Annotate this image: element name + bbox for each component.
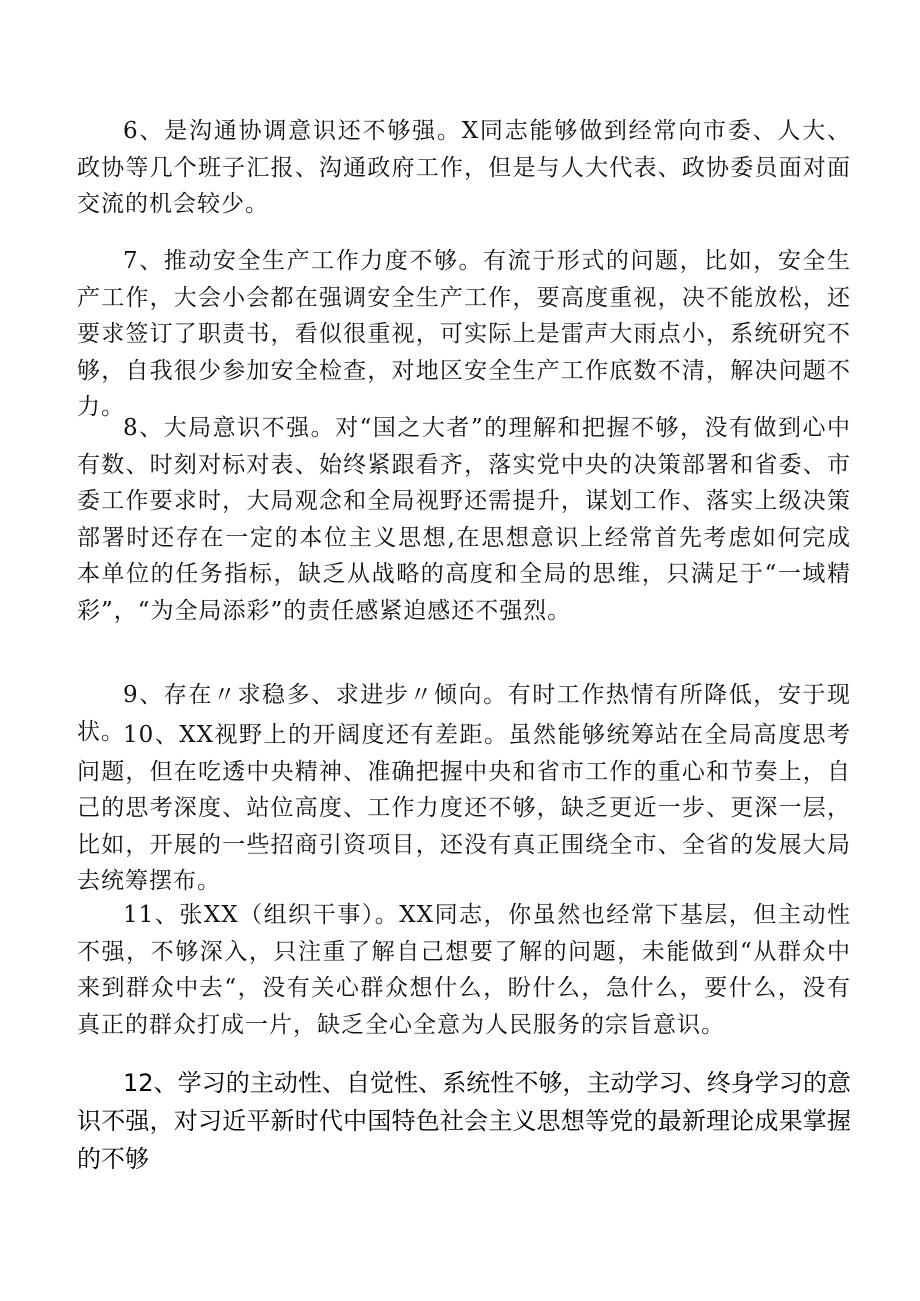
paragraph-10: 10、XX视野上的开阔度还有差距。虽然能够统筹站在全局高度思考问题，但在吃透中央精神、准确把握中央和省市工作的重心和节奏上，自己的思考深度、站位高度、工作力度还不够，缺乏更近一步、更深一层，比如，开展的一些招商引资项目，还没有真正围绕全市、全省的发展大局去统筹摆布。 xyxy=(77,722,851,894)
paragraph-8: 8、大局意识不强。对“国之大者”的理解和把握不够，没有做到心中有数、时刻对标对表、始终紧跟看齐，落实党中央的决策部署和省委、市委工作要求时，大局观念和全局视野还需提升，谋划工作、落实上级决策部署时还存在一定的本位主义思想,在思想意识上经常首先考虑如何完成本单位的任务指标，缺乏从战略的高度和全局的思维，只满足于“一域精彩”，“为全局添彩”的责任感紧迫感还不强烈。 xyxy=(77,415,851,624)
paragraph-9: 9、存在〃求稳多、求进步〃倾向。有时工作热情有所降低，安于现状。 xyxy=(77,682,851,745)
paragraph-7: 7、推动安全生产工作力度不够。有流于形式的问题，比如，安全生产工作，大会小会都在强调安全生产工作，要高度重视，决不能放松，还要求签订了职责书，看似很重视，可实际上是雷声大雨点小，系统研究不够，自我很少参加安全检查，对地区安全生产工作底数不清，解决问题不力。 xyxy=(77,248,851,420)
paragraph-6: 6、是沟通协调意识还不够强。X同志能够做到经常向市委、人大、政协等几个班子汇报、沟通政府工作，但是与人大代表、政协委员面对面交流的机会较少。 xyxy=(77,118,851,217)
paragraph-12: 12、学习的主动性、自觉性、系统性不够，主动学习、终身学习的意识不强，对习近平新时代中国特色社会主义思想等党的最新理论成果掌握的不够 xyxy=(77,1069,851,1173)
paragraph-11: 11、张XX（组织干事）。XX同志，你虽然也经常下基层，但主动性不强，不够深入，只注重了解自己想要了解的问题，未能做到“从群众中来到群众中去“，没有关心群众想什么，盼什么，急什么，要什么，没有真正的群众打成一片，缺乏全心全意为人民服务的宗旨意识。 xyxy=(77,902,851,1038)
